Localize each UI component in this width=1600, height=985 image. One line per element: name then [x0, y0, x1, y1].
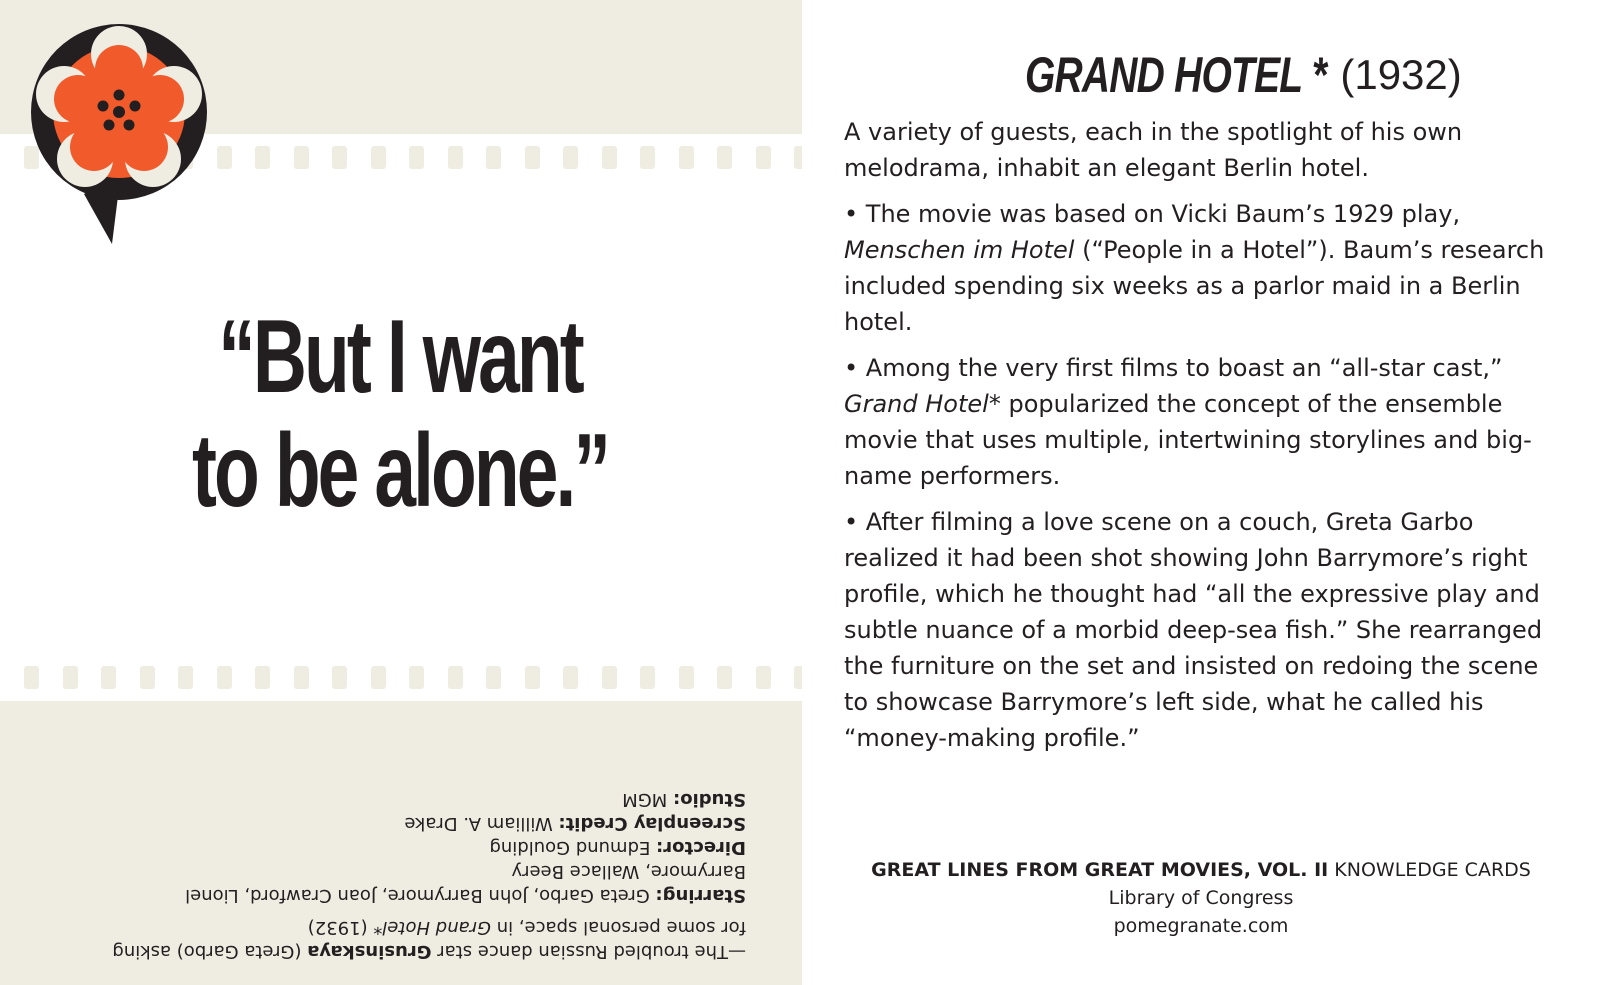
film-year: (1932): [307, 917, 374, 938]
film-summary: A variety of guests, each in the spotlight of his own melodrama, inhabit an elegant Berlin hotel.: [844, 118, 1463, 182]
credit-value: Greta Garbo, John Barrymore, Joan Crawford, Lionel Barrymore, Wallace Beery: [185, 861, 746, 906]
sprocket-hole: [448, 666, 463, 689]
fact-italic: Menschen im Hotel: [844, 236, 1075, 264]
sprocket-hole: [409, 666, 424, 689]
sprocket-hole: [717, 666, 732, 689]
sprocket-hole: [371, 146, 386, 169]
series-suffix: KNOWLEDGE CARDS: [1328, 859, 1531, 881]
sprocket-hole: [24, 666, 39, 689]
sprocket-hole: [679, 146, 694, 169]
sprocket-hole: [101, 666, 116, 689]
sprocket-hole: [679, 666, 694, 689]
film-asterisk: *: [373, 917, 383, 938]
movie-quote: “But I want to be alone.”: [191, 299, 609, 529]
sprocket-hole: [756, 146, 771, 169]
fact-item: [844, 504, 1564, 756]
attribution-middle: (Greta Garbo) asking for some personal space, in: [112, 917, 746, 962]
film-title: GRAND HOTEL *: [1025, 47, 1327, 103]
sprocket-hole: [563, 666, 578, 689]
sprocket-hole: [255, 666, 270, 689]
series-name: GREAT LINES FROM GREAT MOVIES, VOL. II: [871, 859, 1329, 881]
sprocket-hole: [371, 666, 386, 689]
credit-director: [96, 835, 746, 859]
source-line: Library of Congress: [1108, 887, 1294, 909]
sprocket-hole: [602, 146, 617, 169]
sprocket-hole: [294, 146, 309, 169]
sprocket-hole: [640, 146, 655, 169]
title-row: [802, 46, 1600, 104]
fact-text: • The movie was based on Vicki Baum’s 1929 play,: [844, 200, 1461, 228]
fact-item: [844, 350, 1564, 494]
sprocket-hole: [217, 146, 232, 169]
sprocket-hole: [294, 666, 309, 689]
credit-value: MGM: [622, 789, 673, 810]
film-reel-speech-bubble-icon: [26, 22, 212, 252]
sprocket-hole: [525, 666, 540, 689]
sprocket-hole: [63, 666, 78, 689]
card-back: [802, 0, 1600, 985]
sprocket-holes-bottom: [0, 666, 802, 690]
sprocket-hole: [563, 146, 578, 169]
sprocket-hole: [794, 666, 802, 689]
sprocket-hole: [525, 146, 540, 169]
sprocket-hole: [255, 146, 270, 169]
sprocket-hole: [178, 666, 193, 689]
fact-item: [844, 196, 1564, 340]
website-line: pomegranate.com: [1113, 915, 1289, 937]
sprocket-hole: [486, 666, 501, 689]
sprocket-hole: [140, 666, 155, 689]
sprocket-hole: [794, 146, 802, 169]
trivia-text: [844, 114, 1564, 766]
sprocket-hole: [717, 146, 732, 169]
quote-attribution: [96, 915, 746, 963]
credit-label: Studio:: [672, 789, 746, 810]
sprocket-hole: [448, 146, 463, 169]
credit-label: Screenplay Credit:: [558, 813, 746, 834]
sprocket-hole: [756, 666, 771, 689]
credit-label: Starring:: [655, 885, 746, 906]
publisher-footer: [802, 856, 1600, 940]
credit-value: William A. Drake: [404, 813, 559, 834]
film-year: (1932): [1340, 51, 1462, 98]
sprocket-hole: [332, 146, 347, 169]
series-line: [802, 856, 1600, 884]
film-title-italic: Grand Hotel: [382, 917, 491, 938]
sprocket-hole: [332, 666, 347, 689]
character-name: Grusinskaya: [307, 941, 432, 962]
credit-starring: [96, 859, 746, 907]
sprocket-hole: [409, 146, 424, 169]
fact-text: popularized the concept of the ensemble movie that uses multiple, intertwining storylines and big-name performers.: [844, 390, 1532, 490]
sprocket-hole: [217, 666, 232, 689]
credit-label: Director:: [656, 837, 746, 858]
credits-block-upside-down: [96, 763, 746, 963]
fact-text: (“People in a Hotel”). Baum’s research included spending six weeks as a parlor maid in a Berlin hotel.: [844, 236, 1545, 336]
sprocket-hole: [602, 666, 617, 689]
credit-value: Edmund Goulding: [489, 837, 657, 858]
fact-italic: Grand Hotel*: [844, 390, 1001, 418]
fact-text: • After filming a love scene on a couch, Greta Garbo realized it had been shot showing John Barrymore’s right profile, which he thought had “all the expressive play and subtle nuance of a morbid deep-sea fish.” She rearranged the furniture on the set and insisted on redoing the scene to showcase Barrymore’s left side, what he called his “money-making profile.”: [844, 508, 1543, 752]
fact-text: • Among the very first films to boast an “all-star cast,”: [844, 354, 1503, 382]
sprocket-hole: [640, 666, 655, 689]
credit-studio: [96, 787, 746, 811]
attribution-prefix: —The troubled Russian dance star: [431, 941, 746, 962]
sprocket-hole: [486, 146, 501, 169]
credit-screenplay: [96, 811, 746, 835]
